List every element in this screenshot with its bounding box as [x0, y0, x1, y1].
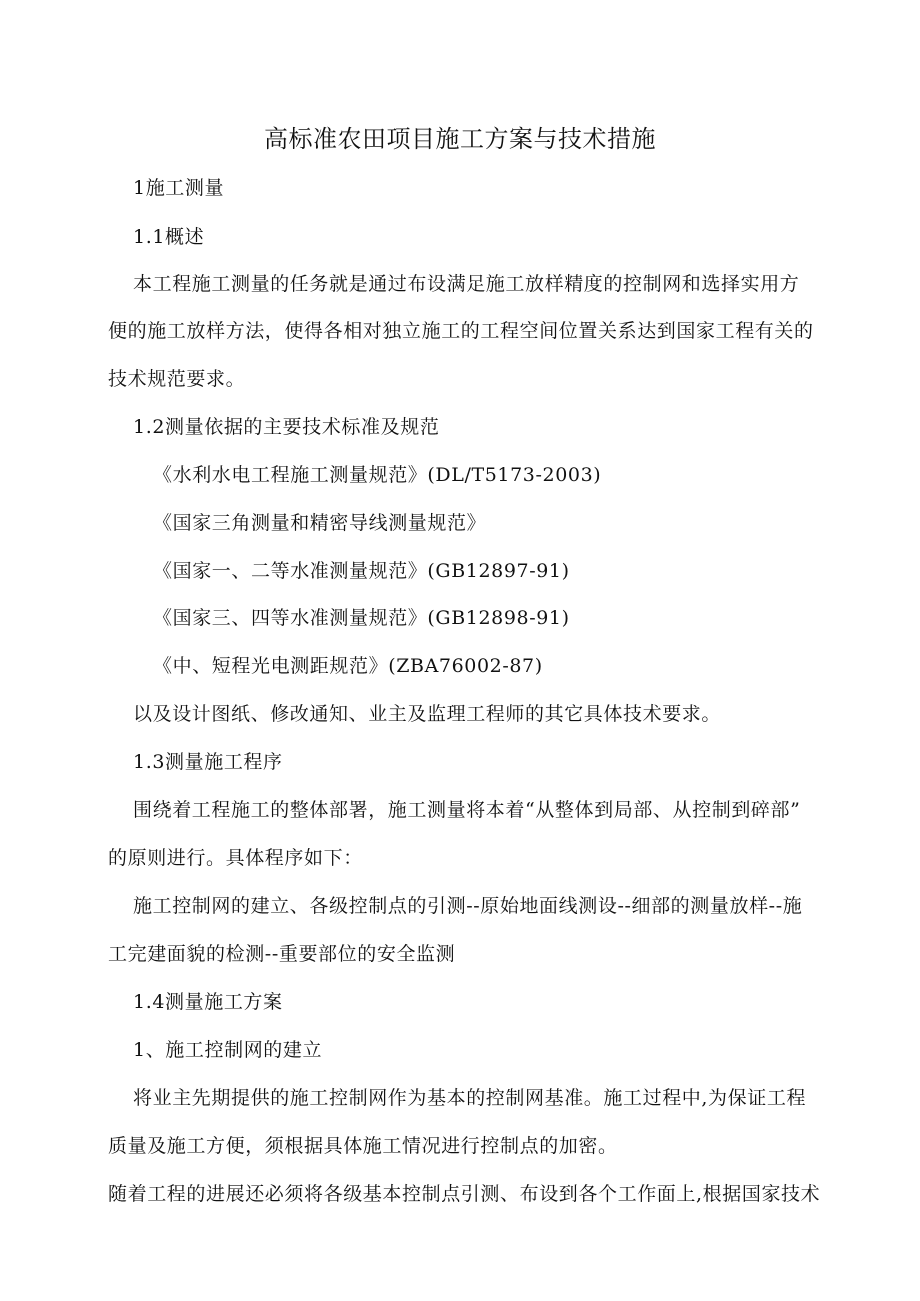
reference-item: 《国家三、四等水准测量规范》(GB12898-91) — [153, 607, 570, 629]
section-heading-1: 1施工测量 — [133, 177, 225, 199]
paragraph-line: 以及设计图纸、修改通知、业主及监理工程师的其它具体技术要求。 — [133, 703, 722, 725]
list-item-heading: 1、施工控制网的建立 — [133, 1039, 323, 1061]
section-heading-1-3: 1.3测量施工程序 — [133, 751, 283, 773]
paragraph-line: 便的施工放样方法，使得各相对独立施工的工程空间位置关系达到国家工程有关的 — [108, 320, 814, 342]
paragraph-line: 围绕着工程施工的整体部署，施工测量将本着“从整体到局部、从控制到碎部” — [133, 799, 801, 821]
reference-item: 《水利水电工程施工测量规范》(DL/T5173-2003) — [153, 464, 602, 486]
paragraph-line: 施工控制网的建立、各级控制点的引测--原始地面线测设--细部的测量放样--施 — [133, 895, 803, 917]
reference-item: 《中、短程光电测距规范》(ZBA76002-87) — [153, 655, 543, 677]
document-title: 高标准农田项目施工方案与技术措施 — [264, 125, 656, 153]
paragraph-line: 技术规范要求。 — [108, 368, 246, 390]
section-heading-1-1: 1.1概述 — [133, 226, 205, 248]
paragraph-line: 将业主先期提供的施工控制网作为基本的控制网基准。施工过程中,为保证工程 — [133, 1087, 807, 1109]
paragraph-line: 随着工程的进展还必须将各级基本控制点引测、布设到各个工作面上,根据国家技术 — [108, 1183, 821, 1205]
paragraph-line: 工完建面貌的检测--重要部位的安全监测 — [108, 943, 456, 965]
paragraph-line: 质量及施工方便，须根据具体施工情况进行控制点的加密。 — [108, 1135, 618, 1157]
reference-item: 《国家一、二等水准测量规范》(GB12897-91) — [153, 560, 570, 582]
paragraph-line: 的原则进行。具体程序如下： — [108, 847, 363, 869]
reference-item: 《国家三角测量和精密导线测量规范》 — [153, 512, 487, 534]
paragraph-line: 本工程施工测量的任务就是通过布设满足施工放样精度的控制网和选择实用方 — [133, 273, 800, 295]
section-heading-1-2: 1.2测量依据的主要技术标准及规范 — [133, 416, 440, 438]
section-heading-1-4: 1.4测量施工方案 — [133, 991, 283, 1013]
